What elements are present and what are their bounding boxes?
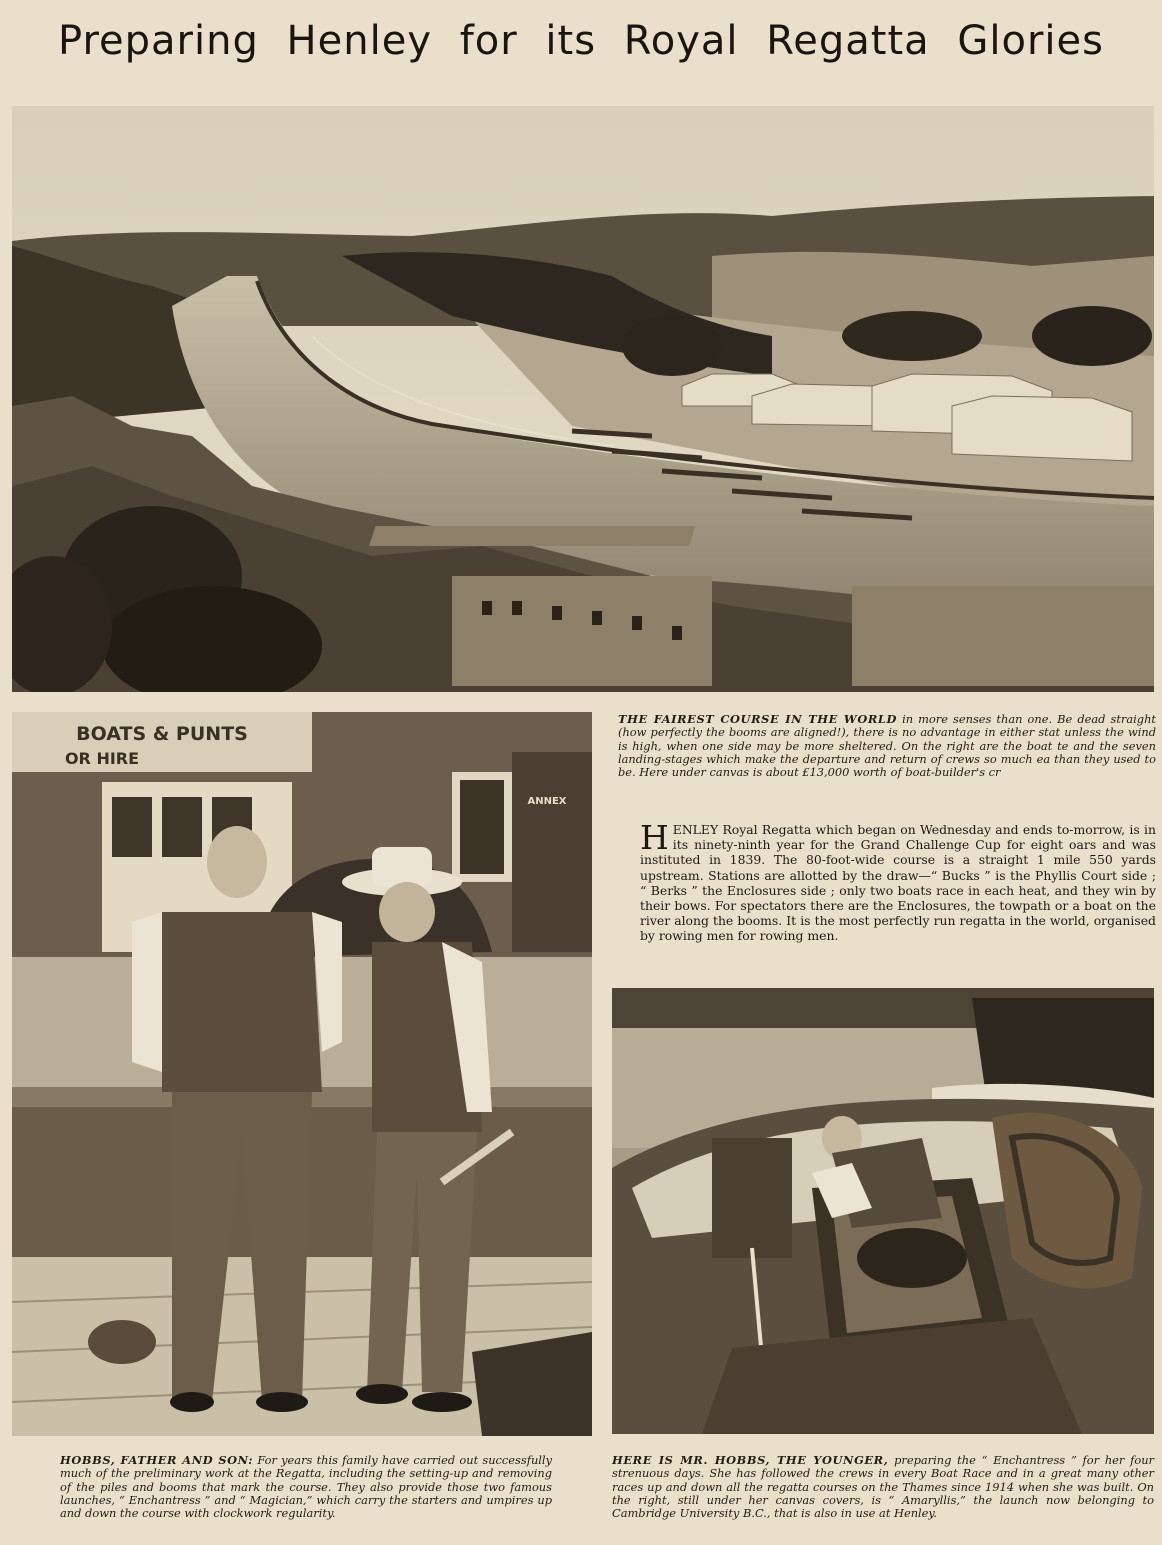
hobbs-caption	[60, 1454, 552, 1520]
hobbs-father-son-photo	[12, 712, 592, 1436]
course-caption-body: in more senses than one. Be dead straight (how perfectly the booms are aligned!), there is no advantage in either stat unless the wind is high, when one side may be more sheltered. On the right are the boat te and the seven landing-stages which make the departure and return of crews so much ea than they used to be. Here under canvas is about £13,000 worth of boat-builder's cr	[618, 712, 1157, 780]
article-body	[640, 818, 1156, 944]
hobbs-caption-body: For years this family have carried out successfully much of the preliminary work at the Regatta, including the setting-up and removing of the piles and booms that mark the course. They also provide those two famous launches, “ Enchantress ” and “ Magician,” which carry the starters and umpires up and down the course with clockwork regularity.	[60, 1453, 553, 1521]
hobbs-caption-lead: HOBBS, FATHER AND SON:	[60, 1453, 254, 1467]
aerial-river-illustration	[12, 106, 1154, 692]
hobbs-illustration	[12, 712, 592, 1436]
article-dropcap: H	[640, 818, 669, 857]
course-caption-lead: THE FAIREST COURSE IN THE WORLD	[618, 712, 898, 726]
aerial-river-photo	[12, 106, 1154, 692]
annex-sign: ANNEX	[527, 796, 567, 807]
for-hire-sign: OR HIRE	[64, 749, 140, 768]
enchantress-caption-lead: HERE IS MR. HOBBS, THE YOUNGER,	[612, 1453, 889, 1467]
page-headline: Preparing Henley for its Royal Regatta Glories	[58, 18, 1104, 64]
enchantress-caption-body: preparing the “ Enchantress ” for her four strenuous days. She has followed the crews in every Boat Race and in a great many other races up and down all the regatta courses on the Thames since 1914 when she was built. On the right, still under her canvas covers, is “ Amaryllis,” the launch now belonging to Cambridge University B.C., that is also in use at Henley.	[612, 1453, 1155, 1521]
enchantress-caption	[612, 1454, 1154, 1520]
article-text: ENLEY Royal Regatta which began on Wednesday and ends to-morrow, is in its ninety-ninth year for the Grand Challenge Cup for eight oars and was instituted in 1839. The 80-foot-wide course is a straight 1 mile 550 yards upstream. Stations are allotted by the draw—“ Bucks ” is the Phyllis Court side ; “ Berks ” the Enclosures side ; only two boats race in each heat, and they win by their bows. For spectators there are the Enclosures, the towpath or a boat on the river along the booms. It is the most perfectly run regatta in the world, organised by rowing men for rowing men.	[640, 822, 1156, 944]
course-caption	[618, 713, 1156, 779]
boats-punts-sign: BOATS & PUNTS	[76, 723, 248, 745]
enchantress-illustration	[612, 988, 1154, 1434]
enchantress-launch-photo	[612, 988, 1154, 1434]
